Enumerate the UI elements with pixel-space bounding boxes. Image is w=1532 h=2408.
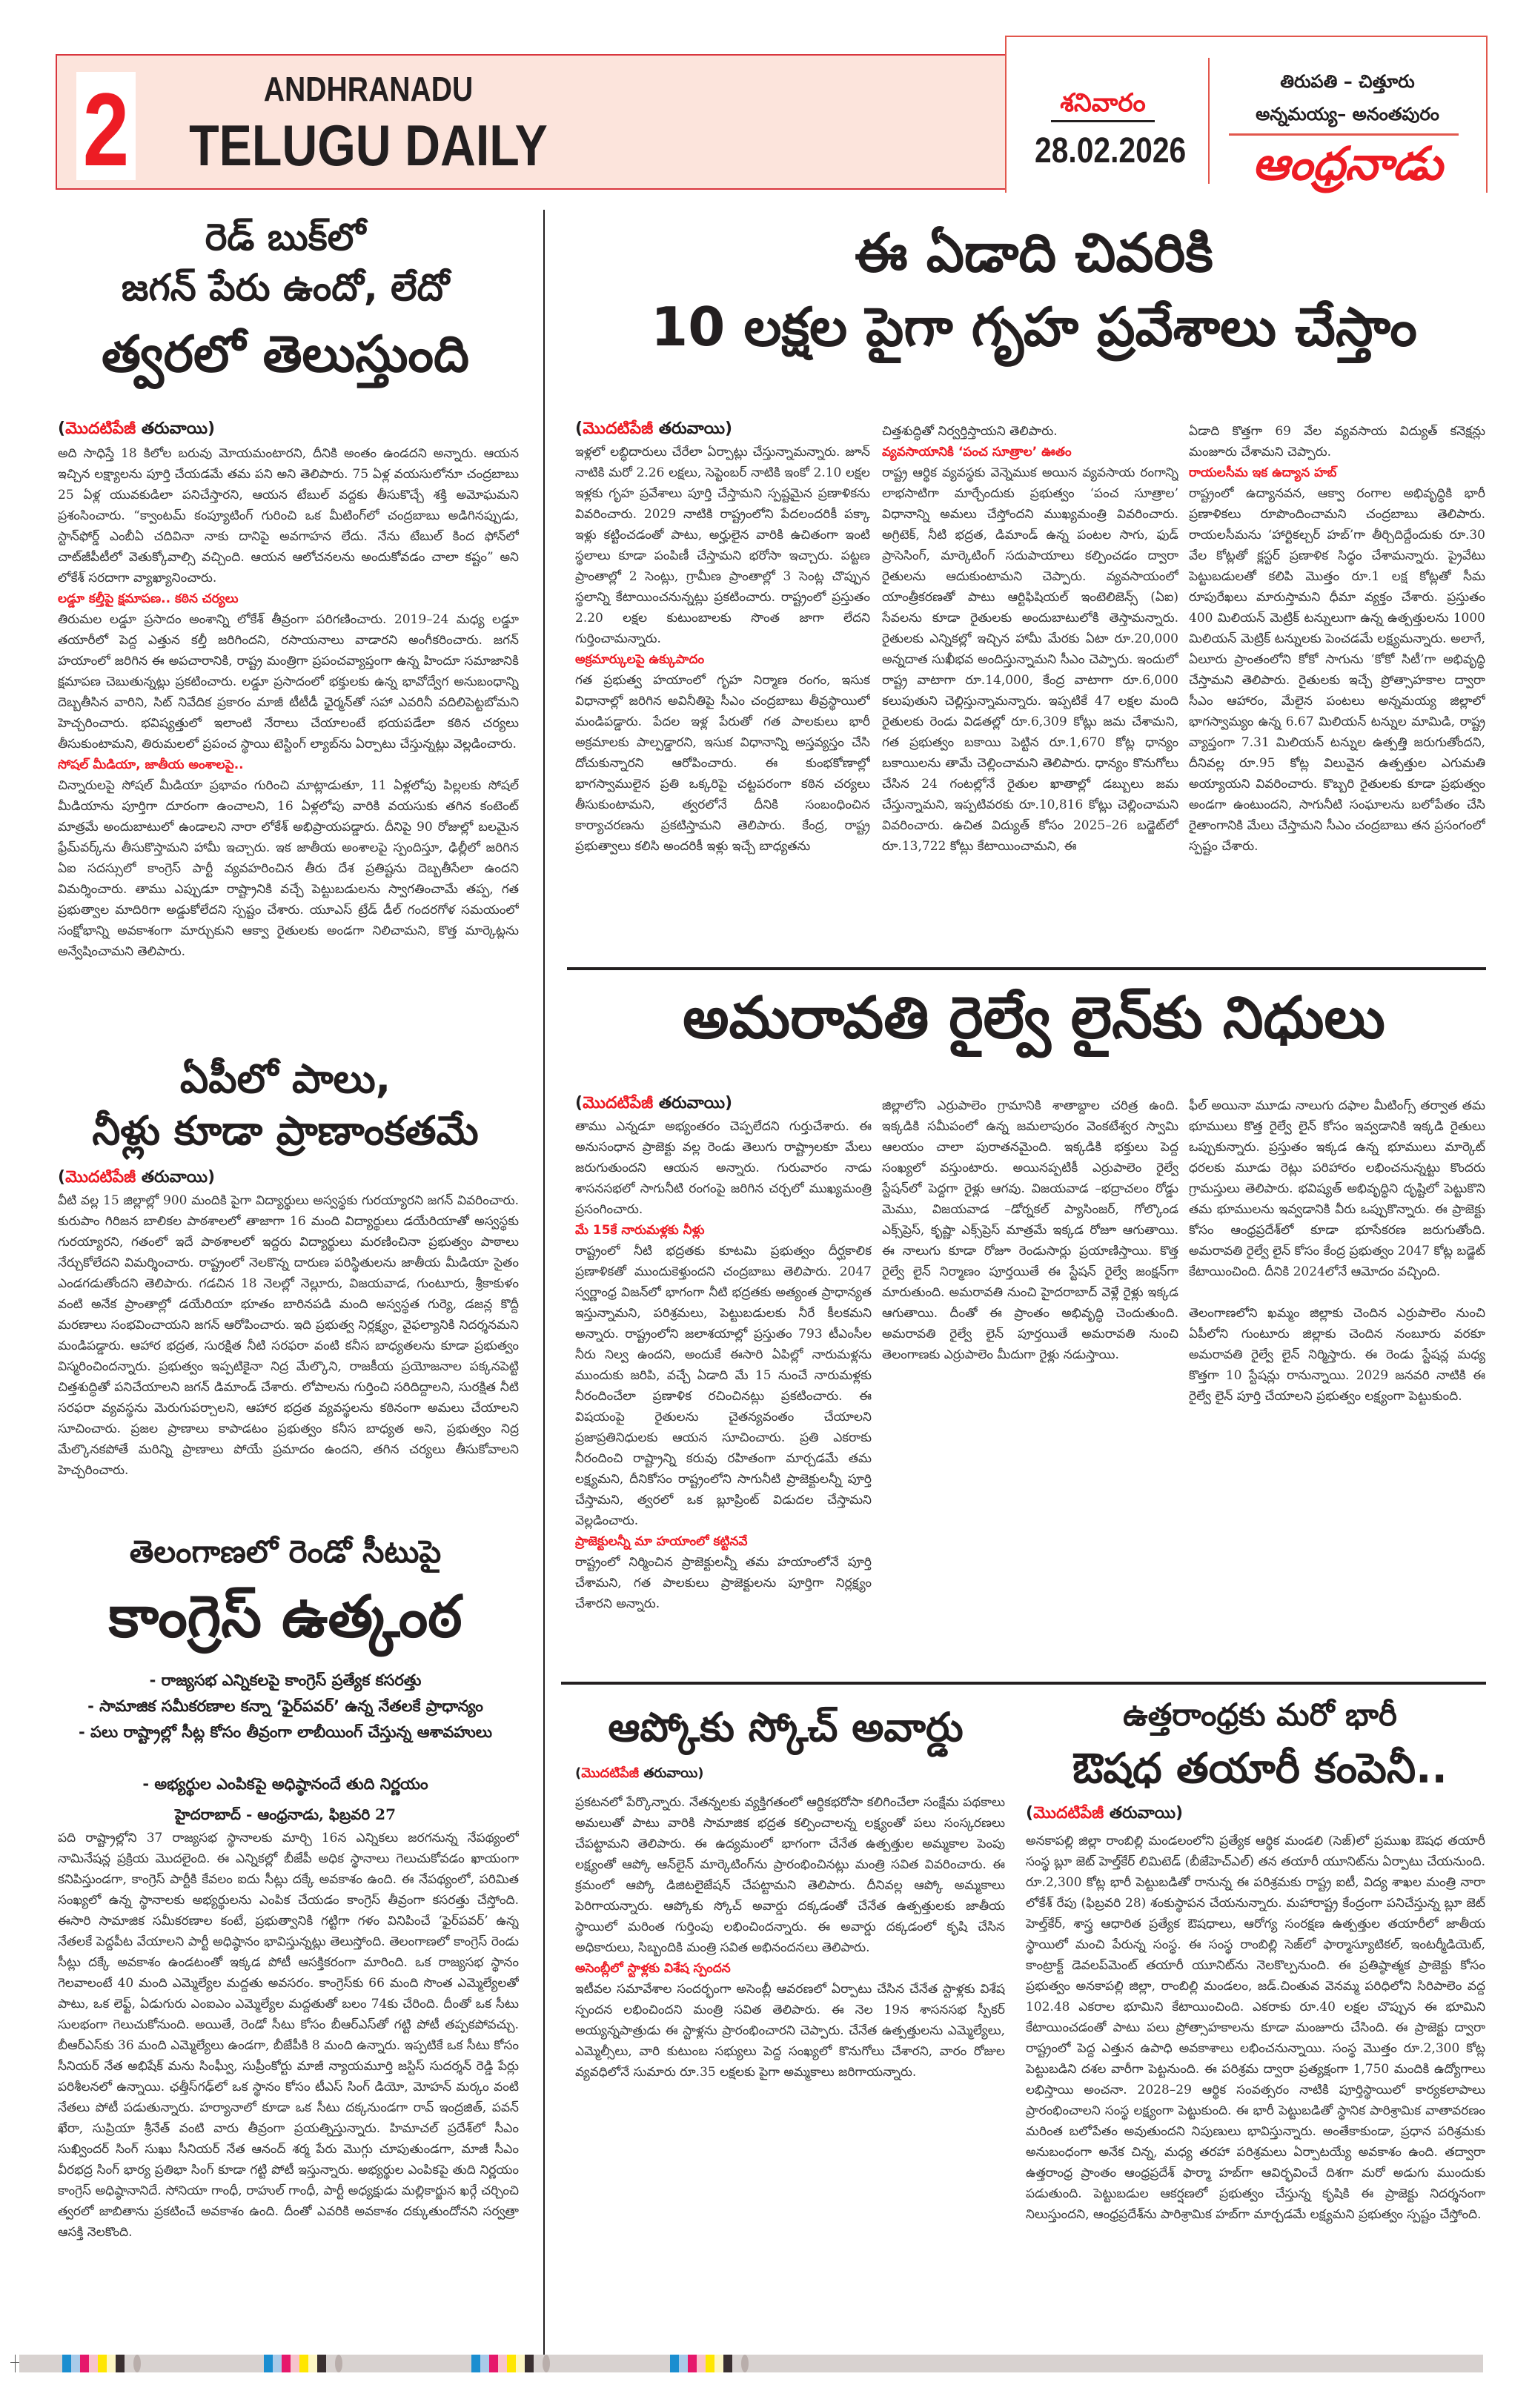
- article-body: అది సాధిస్తే 18 కిలోల బరువు మోయమంటారని, దీనికి అంతం ఉండదని అన్నారు. ఆయన ఇచ్చిన లక్ష్యాలను పూర్తి చేయడమే తమ పని అని తెలిపారు. 75 ఏళ్ల వయసులోనూ చంద్రబాబు 25 ఏళ్ల యువకుడిలా పనిచేస్తారని, ఆయన టేబుల్ వద్దకు తీసుకొచ్చే శక్తి అమోఘమని ప్రశంసించారు. “క్వాంటమ్ కంప్యూటింగ్ గురించి ఒక మీటింగ్‌లో చంద్రబాబు అడిగినప్పుడు, స్టాన్‌ఫోర్డ్ ఎంబీఏ చదివినా నాకు దానిపై అవగాహన లేదు. నేను టేబుల్ కింద ఫోన్‌లో చాట్‌జీపీటీలో వెతుక్కోవాల్సి వచ్చింది. ఆయన ఆలోచనలను అందుకోవడం చాలా కష్టం” అని లోకేశ్ సరదాగా వ్యాఖ్యానించారు. లడ్డూ కల్తీపై క్షమాపణ.. కఠిన చర్యలు తిరుమల లడ్డూ ప్రసాదం అంశాన్ని లోకేశ్ తీవ్రంగా పరిగణించారు. 2019–24 మధ్య లడ్డూ తయారీలో పెద్ద ఎత్తున కల్తీ జరిగిందని, రసాయనాలు వాడారని అంగీకరించారు. జగన్ హయాంలో జరిగిన ఈ అపచారానికి, రాష్ట్ర మంత్రిగా ప్రపంచవ్యాప్తంగా ఉన్న హిందూ సమాజానికి క్షమాపణ చెబుతున్నట్లు ప్రకటించారు. లడ్డూ ప్రసాదంలో భక్తులకు ఉన్న భావోద్వేగ అనుబంధాన్ని దెబ్బతీసిన వారిని, సిట్ నివేదిక ప్రకారం మాజీ టీటీడీ ఛైర్మన్‌తో సహా ఎవరినీ వదిలిపెట్టబోమని హెచ్చరించారు. భవిష్యత్తులో ఇలాంటి నేరాలు చేయాలంటే భయపడేలా కఠిన చర్యలు తీసుకుంటామని, తిరుమలలో ప్రపంచ స్థాయి టెస్టింగ్ ల్యాబ్‌ను ఏర్పాటు చేస్తున్నట్లు వెల్లడించారు. సోషల్ మీడియా, జాతీయ అంశాలపై.. చిన్నారులపై సోషల్ మీడియా ప్రభావం గురించి మాట్లాడుతూ, 11 ఏళ్లలోపు పిల్లలకు సోషల్ మీడియాను పూర్తిగా దూరంగా ఉంచాలని, 16 ఏళ్లలోపు వారికి వయసుకు తగిన కంటెంట్ మాత్రమే అందుబాటులో ఉండాలని నారా లోకేశ్ అభిప్రాయపడ్డారు. దీనిపై 90 రోజుల్లో బలమైన ఫ్రేమ్‌వర్క్‌ను తీసుకొస్తామని హామీ ఇచ్చారు. ఇక జాతీయ అంశాలపై స్పందిస్తూ, ఢిల్లీలో జరిగిన ఏఐ సదస్సులో కాంగ్రెస్ పార్టీ వ్యవహరించిన తీరు దేశ ప్రతిష్టను దెబ్బతీసేలా ఉందని విమర్శించారు. తాము ఎప్పుడూ రాష్ట్రానికి వచ్చే పెట్టుబడులను స్వాగతించామే తప్ప, గత ప్రభుత్వాల మాదిరిగా అడ్డుకోలేదని స్పష్టం చేశారు. యూఎస్ ట్రేడ్ డీల్ గందరగోళ సమయంలో సంక్షోభాన్ని అవకాశంగా మార్చుకుని ఆక్వా రైతులకు అండగా నిలిచామని, కొత్త మార్కెట్లను అన్వేషించామని తెలిపారు.: [58, 446, 519, 959]
- black-swatch: [116, 2355, 125, 2372]
- light-magenta-swatch: [697, 2355, 706, 2372]
- headline-main: 10 లక్షల పైగా గృహ ప్రవేశాలు చేస్తాం: [651, 296, 1417, 358]
- headline-line: ఉత్తరాంధ్రకు మరో భారీ: [1123, 1696, 1397, 1733]
- masthead-date-panel: [1005, 36, 1488, 193]
- light-yellow-swatch: [516, 2355, 525, 2372]
- black-swatch: [317, 2355, 326, 2372]
- article-body-col3: ఏడాది కొత్తగా 69 వేల వ్యవసాయ విద్యుత్ కనెక్షన్లు మంజూరు చేశామని చెప్పారు. రాయలసీమ ఇక ఉద్యాన హబ్ రాష్ట్రంలో ఉద్యానవన, ఆక్వా రంగాల అభివృద్ధికి భారీ ప్రణాళికలు రూపొందించామని చంద్రబాబు తెలిపారు. రాయలసీమను ‘హార్టికల్చర్ హబ్’గా తీర్చిదిద్దేందుకు రూ.30 వేల కోట్లతో క్లస్టర్ ప్రణాళిక సిద్ధం చేశామన్నారు. ప్రైవేటు పెట్టుబడులతో కలిపి మొత్తం రూ.1 లక్ష కోట్లతో సీమ రూపురేఖలు మారుస్తామని ధీమా వ్యక్తం చేశారు. ప్రస్తుతం 400 మిలియన్ మెట్రిక్ టన్నులుగా ఉన్న ఉత్పత్తులను 1000 మిలియన్ మెట్రిక్ టన్నులకు పెంచడమే లక్ష్యమన్నారు. అలాగే, ఏలూరు ప్రాంతంలోని కోకో సాగును ‘కోకో సిటీ’గా అభివృద్ధి చేస్తామని తెలిపారు. రైతులకు ఇచ్చే ప్రోత్సాహకాల ద్వారా సీఎం ఆహారం, మేలైన పంటలు అన్నమయ్య జిల్లాలో భాగస్వామ్యం ఉన్న 6.67 మిలియన్ టన్నుల మామిడి, రాష్ట్ర వ్యాప్తంగా 7.31 మిలియన్ టన్నుల ఉత్పత్తి జరుగుతోందని, దీనివల్ల రూ.95 కోట్ల విలువైన ఉత్పత్తుల ఎగుమతి అయ్యాయని వివరించారు. కొబ్బరి రైతులకు కూడా ప్రభుత్వం అండగా ఉంటుందని, సాగునీటి సంఘాలను బలోపేతం చేసి రైతాంగానికి మేలు చేస్తామని సీఎం చంద్రబాబు తన ప్రసంగంలో స్పష్టం చేశారు.: [1189, 424, 1485, 854]
- divider: [1229, 133, 1459, 136]
- crop-mark: [15, 2355, 16, 2372]
- color-bar-track: [19, 2355, 1483, 2372]
- light-cyan-swatch: [480, 2355, 489, 2372]
- light-magenta-swatch: [498, 2355, 507, 2372]
- magenta-swatch: [80, 2355, 89, 2372]
- subhead: సోషల్ మీడియా, జాతీయ అంశాలపై..: [58, 757, 244, 772]
- article-body-col2: చిత్తశుద్ధితో నిర్వర్తిస్తాయని తెలిపారు. వ్యవసాయానికి ‘పంచ సూత్రాల’ ఊతం రాష్ట్ర ఆర్థిక వ్యవస్థకు వెన్నెముక అయిన వ్యవసాయ రంగాన్ని లాభసాటిగా మార్చేందుకు ప్రభుత్వం ‘పంచ సూత్రాల’ విధానాన్ని అమలు చేస్తోందని ముఖ్యమంత్రి వివరించారు. అగ్రిటెక్, నీటి భద్రత, డిమాండ్ ఉన్న పంటల సాగు, ఫుడ్ ప్రాసెసింగ్, మార్కెటింగ్ సదుపాయాలు కల్పించడం ద్వారా రైతులను ఆదుకుంటామని చెప్పారు. వ్యవసాయంలో యాంత్రీకరణతో పాటు ఆర్టిఫిషియల్ ఇంటెలిజెన్స్ (ఏఐ) సేవలను కూడా రైతులకు అందుబాటులోకి తెస్తామన్నారు. రైతులకు ఎన్నికల్లో ఇచ్చిన హామీ మేరకు ఏటా రూ.20,000 అన్నదాత సుఖీభవ అందిస్తున్నామని సీఎం చెప్పారు. ఇందులో రాష్ట్ర వాటాగా రూ.14,000, కేంద్ర వాటాగా రూ.6,000 కలుపుతుని చెల్లిస్తున్నామన్నారు. ఇప్పటికే 47 లక్షల మంది రైతులకు రెండు విడతల్లో రూ.6,309 కోట్లు జమ చేశామని, గత ప్రభుత్వం బకాయి పెట్టిన రూ.1,670 కోట్ల ధాన్యం బకాయిలను తామే చెల్లించామని తెలిపారు. ధాన్యం కొనుగోలు చేసిన 24 గంటల్లోనే రైతుల ఖాతాల్లో డబ్బులు జమ చేస్తున్నామని, ఇప్పటివరకు రూ.10,816 కోట్లు చెల్లించామని వివరించారు. ఉచిత విద్యుత్ కోసం 2025–26 బడ్జెట్‌లో రూ.13,722 కోట్లు కేటాయించామని, ఈ: [882, 424, 1178, 854]
- cyan-swatch: [62, 2355, 71, 2372]
- edition-region-1: తిరుపతి – చిత్తూరు: [1280, 71, 1415, 92]
- page-number-box: [76, 71, 136, 188]
- subhead: వ్యవసాయానికి ‘పంచ సూత్రాల’ ఊతం: [882, 445, 1072, 460]
- headline-line: ఈ ఏడాది చివరికి: [855, 222, 1213, 284]
- article-body: పది రాష్ట్రాల్లోని 37 రాజ్యసభ స్థానాలకు మార్చి 16న ఎన్నికలు జరగనున్న నేపథ్యంలో నామినేషన్ల ప్రక్రియ మొదలైంది. ఈ ఎన్నికల్లో బీజేపీ అధిక స్థానాలు గెలుచుకోవడం ఖాయంగా కనిపిస్తుండగా, కాంగ్రెస్ పార్టీకి కేవలం ఐదు సీట్లు దక్కే అవకాశం ఉంది. ఈ నేపథ్యంలో, పరిమిత సంఖ్యలో ఉన్న స్థానాలకు అభ్యర్థులను ఎంపిక చేయడం కాంగ్రెస్ తీవ్రంగా కసరత్తు చేస్తోంది. ఈసారి సామాజిక సమీకరణాల కంటే, ప్రభుత్వానికి గట్టిగా గళం వినిపించే ‘ఫైర్‌పవర్’ ఉన్న నేతలకే పెద్దపీట వేయాలని పార్టీ అధిష్ఠానం భావిస్తున్నట్లు తెలుస్తోంది. తెలంగాణలో కాంగ్రెస్ రెండు సీట్లు దక్కే అవకాశం ఉండటంతో ఇక్కడ పోటీ ఆసక్తికరంగా మారింది. ఒక రాజ్యసభ స్థానం గెలవాలంటే 40 మంది ఎమ్మెల్యేల మద్దతు అవసరం. కాంగ్రెస్‌కు 66 మంది సొంత ఎమ్మెల్యేలతో పాటు, ఒక లెఫ్ట్, ఏడుగురు ఎంఐఎం ఎమ్మెల్యేల మద్దతుతో బలం 74కు చేరింది. దీంతో ఒక సీటు సులభంగా గెలుచుకోనుంది. అయితే, రెండో సీటు కోసం బీఆర్ఎస్‌తో గట్టి పోటీ తప్పకపోవచ్చు. బీఆర్ఎస్‌కు 36 మంది ఎమ్మెల్యేలు ఉండగా, బీజేపీకి 8 మంది ఉన్నారు. ఇప్పటికే ఒక సీటు కోసం సీనియర్ నేత అభిషేక్ మను సింఘ్వీ, సుప్రీంకోర్టు మాజీ న్యాయమూర్తి జస్టిస్ సుదర్శన్ రెడ్డి పేర్లు పరిశీలనలో ఉన్నాయి. ఛత్తీస్‌గఢ్‌లో ఒక స్థానం కోసం టీఎస్ సింగ్ డియో, మోహన్ మర్కం వంటి నేతలు పోటీ పడుతున్నారు. హర్యానాలో కూడా ఒక సీటు దక్కనుండగా రావ్ ఇంద్రజిత్, పవన్ ఖేరా, సుప్రియా శ్రీనేత్ వంటి వారు తీవ్రంగా ప్రయత్నిస్తున్నారు. హిమాచల్ ప్రదేశ్‌లో సీఎం సుఖ్విందర్ సింగ్ సుఖు సీనియర్ నేత ఆనంద్ శర్మ పేరు మొగ్గు చూపుతుండగా, మాజీ సీఎం వీరభద్ర సింగ్ భార్య ప్రతిభా సింగ్ కూడా గట్టి పోటీ ఇస్తున్నారు. అభ్యర్థుల ఎంపికపై తుది నిర్ణయం కాంగ్రెస్ అధిష్ఠానానిదే. సోనియా గాంధీ, రాహుల్ గాంధీ, పార్టీ అధ్యక్షుడు మల్లికార్జున ఖర్గే చర్చించి త్వరలో జాబితాను ప్రకటించే అవకాశం ఉంది. దీంతో ఎవరికి అవకాశం దక్కుతుందోనని సర్వత్రా ఆసక్తి నెలకొంది.: [58, 1831, 519, 2240]
- black-swatch: [723, 2355, 732, 2372]
- light-cyan-swatch: [273, 2355, 282, 2372]
- registration-mark: [335, 2355, 342, 2372]
- paper-tagline: TELUGU DAILY: [189, 113, 548, 178]
- weekday: శనివారం: [1060, 88, 1146, 118]
- paper-logo: ఆంధ్రనాడు: [1252, 136, 1443, 190]
- subhead: లడ్డూ కల్తీపై క్షమాపణ.. కఠిన చర్యలు: [58, 591, 239, 606]
- light-magenta-swatch: [291, 2355, 299, 2372]
- continued-label: (మొదటిపేజీ తరువాయి): [575, 419, 733, 438]
- article-body: అనకాపల్లి జిల్లా రాంబిల్లి మండలంలోని ప్రత్యేక ఆర్థిక మండలి (సెజ్)లో ప్రముఖ ఔషధ తయారీ సంస్థ బ్లూ జెట్ హెల్త్‌కేర్ లిమిటెడ్ (బీజేహెచ్‌ఎల్) తన తయారీ యూనిట్‌ను ఏర్పాటు చేయనుంది. రూ.2,300 కోట్ల భారీ పెట్టుబడితో రానున్న ఈ పరిశ్రమకు రాష్ట్ర ఐటీ, విద్య శాఖల మంత్రి నారా లోకేశ్ రేపు (ఫిబ్రవరి 28) శంకుస్థాపన చేయనున్నారు. మహారాష్ట్ర కేంద్రంగా పనిచేస్తున్న బ్లూ జెట్ హెల్త్‌కేర్, శాస్త్ర ఆధారిత ప్రత్యేక ఔషధాలు, ఆరోగ్య సంరక్షణ ఉత్పత్తుల తయారీలో జాతీయ స్థాయిలో మంచి పేరున్న సంస్థ. ఈ సంస్థ రాంబిల్లి సెజ్‌లో ఫార్మాస్యూటికల్, ఇంటర్మీడియెట్, కాంట్రాక్ట్ డెవలప్‌మెంట్ తయారీ యూనిట్‌ను నెలకొల్పనుంది. ఈ ప్రతిష్ఠాత్మక ప్రాజెక్టు కోసం ప్రభుత్వం అనకాపల్లి జిల్లా, రాంబిల్లి మండలం, జడ్.చింతువ వెనమ్మ పరిధిలోని సిరిపాలెం వద్ద 102.48 ఎకరాల భూమిని కేటాయించింది. ఎకరాకు రూ.40 లక్షల చొప్పున ఈ భూమిని కేటాయించడంతో పాటు పలు ప్రోత్సాహకాలను కూడా మంజూరు చేసింది. ఈ ప్రాజెక్టు ద్వారా రాష్ట్రంలో పెద్ద ఎత్తున ఉపాధి అవకాశాలు లభించనున్నాయి. సంస్థ మొత్తం రూ.2,300 కోట్ల పెట్టుబడిని దశల వారీగా పెట్టనుంది. ఈ పరిశ్రమ ద్వారా ప్రత్యక్షంగా 1,750 మందికి ఉద్యోగాలు లభిస్తాయి అంచనా. 2028–29 ఆర్థిక సంవత్సరం నాటికి పూర్తిస్థాయిలో కార్యకలాపాలు ప్రారంభించాలని సంస్థ లక్ష్యంగా పెట్టుకుంది. ఈ భారీ పెట్టుబడితో స్థానిక పారిశ్రామిక వాతావరణం మరింత బలోపేతం అవుతుందని నిపుణులు భావిస్తున్నారు. అంతేకాకుండా, ప్రధాన పరిశ్రమకు అనుబంధంగా అనేక చిన్న, మధ్య తరహా పరిశ్రమలు ఏర్పాటయ్యే అవకాశం ఉంది. తద్వారా ఉత్తరాంధ్ర ప్రాంతం ఆంధ్రప్రదేశ్ ఫార్మా హబ్‌గా ఆవిర్భవించే దిశగా మరో అడుగు ముందుకు పడుతుంది. పెట్టుబడుల ఆకర్షణలో ప్రభుత్వం చేస్తున్న కృషికి ఈ ప్రాజెక్టు నిదర్శనంగా నిలుస్తుందని, ఆంధ్రప్రదేశ్‌ను పారిశ్రామిక హబ్‌గా మార్చడమే లక్ష్యమని ప్రభుత్వం స్పష్టం చేస్తోంది.: [1026, 1834, 1485, 2222]
- subhead: రాయలసీమ ఇక ఉద్యాన హబ్: [1189, 465, 1337, 480]
- article-body-col1: ఇళ్లలో లబ్ధిదారులు చేరేలా ఏర్పాట్లు చేస్తున్నామన్నారు. జూన్ నాటికి మరో 2.26 లక్షలు, సెప్టెంబర్ నాటికి ఇంకో 2.10 లక్షల ఇళ్లకు గృహ ప్రవేశాలు పూర్తి చేస్తామని స్పష్టమైన ప్రణాళికను వివరించారు. 2029 నాటికి రాష్ట్రంలోని పేదలందరికీ పక్కా ఇళ్లు కట్టించడంతో పాటు, అర్హులైన వారికి ఉచితంగా ఇంటి స్థలాలు కూడా పంపిణీ చేస్తామని భరోసా ఇచ్చారు. పట్టణ ప్రాంతాల్లో 2 సెంట్లు, గ్రామీణ ప్రాంతాల్లో 3 సెంట్ల చొప్పున స్థలాన్ని కేటాయించనున్నట్లు ప్రకటించారు. రాష్ట్రంలో ప్రస్తుతం 2.20 లక్షల కుటుంబాలకు సొంత జాగా లేదని గుర్తించామన్నారు. అక్రమార్కులపై ఉక్కుపాదం గత ప్రభుత్వ హయాంలో గృహ నిర్మాణ రంగం, ఇసుక విధానాల్లో జరిగిన అవినీతిపై సీఎం చంద్రబాబు తీవ్రస్థాయిలో మండిపడ్డారు. పేదల ఇళ్ల పేరుతో గత పాలకులు భారీ అక్రమాలకు పాల్పడ్డారని, ఇసుక విధానాన్ని అస్తవ్యస్తం చేసి దోచుకున్నారని ఆరోపించారు. ఈ కుంభకోణాల్లో భాగస్వాములైన ప్రతి ఒక్కరిపై చట్టపరంగా కఠిన చర్యలు తీసుకుంటామని, త్వరలోనే దీనికి సంబంధించిన కార్యాచరణను ప్రకటిస్తామని తెలిపారు. కేంద్ర, రాష్ట్ర ప్రభుత్వాలు కలిసి అందరికీ ఇళ్లు ఇచ్చే బాధ్యతను: [575, 445, 870, 854]
- page-number: 2: [82, 71, 130, 188]
- summary-bullet: - పలు రాష్ట్రాల్లో సీట్ల కోసం తీవ్రంగా లాబీయింగ్ చేస్తున్న ఆశావహులు: [79, 1723, 492, 1741]
- yellow-swatch: [507, 2355, 516, 2372]
- magenta-swatch: [489, 2355, 498, 2372]
- light-yellow-swatch: [714, 2355, 723, 2372]
- magenta-swatch: [688, 2355, 697, 2372]
- light-yellow-swatch: [308, 2355, 317, 2372]
- subhead: మే 15కే నారుమళ్లకు నీళ్లు: [575, 1223, 705, 1238]
- headline-line: రెడ్ బుక్‌లో: [205, 216, 366, 259]
- light-cyan-swatch: [71, 2355, 80, 2372]
- cyan-swatch: [264, 2355, 273, 2372]
- subhead: ప్రాజెక్టులన్నీ మా హయాంలో కట్టినవే: [575, 1534, 748, 1549]
- yellow-swatch: [299, 2355, 308, 2372]
- headline-line: ఏపీలో పాలు,: [179, 1055, 391, 1102]
- article-body-col2: జిల్లాలోని ఎర్రుపాలెం గ్రామానికి శాతాబ్దాల చరిత్ర ఉంది. ఇక్కడికి సమీపంలో ఉన్న జమలాపురం వెంకటేశ్వర స్వామి ఆలయం చాలా పురాతనమైంది. ఇక్కడికి భక్తులు పెద్ద సంఖ్యలో వస్తుంటారు. అయినప్పటికీ ఎర్రుపాలెం రైల్వే స్టేషన్‌లో పెద్దగా రైళ్లు ఆగవు. విజయవాడ –భద్రాచలం రోడ్డు మెము, విజయవాడ –డోర్నకల్ ప్యాసింజర్, గోల్కొండ ఎక్స్‌ప్రెస్, కృష్ణా ఎక్స్‌ప్రెస్ మాత్రమే ఇక్కడ రోజూ ఆగుతాయి. ఈ నాలుగు కూడా రోజూ రెండుసార్లు ప్రయాణిస్తాయి. కొత్త రైల్వే లైన్ నిర్మాణం పూర్తయితే ఈ స్టేషన్ రైల్వే జంక్షన్‌గా మారుతుంది. అమరావతి నుంచి హైదరాబాద్ వెళ్లే రైళ్లు ఇక్కడ ఆగుతాయి. దీంతో ఈ ప్రాంతం అభివృద్ధి చెందుతుంది. అమరావతి రైల్వే లైన్ పూర్తయితే అమరావతి నుంచి తెలంగాణకు ఎర్రుపాలెం మీదుగా రైళ్లు నడుస్తాయి.: [882, 1098, 1178, 1362]
- article-body-col1: తాము ఎన్నడూ అభ్యంతరం చెప్పలేదని గుర్తుచేశారు. ఈ అనుసంధాన ప్రాజెక్టు వల్ల రెండు తెలుగు రాష్ట్రాలకూ మేలు జరుగుతుందని ఆయన అన్నారు. గురువారం నాడు శాసనసభలో సాగునీటి రంగంపై జరిగిన చర్చలో ముఖ్యమంత్రి ప్రసంగించారు. మే 15కే నారుమళ్లకు నీళ్లు రాష్ట్రంలో నీటి భద్రతకు కూటమి ప్రభుత్వం దీర్ఘకాలిక ప్రణాళికతో ముందుకెళ్తుందని చంద్రబాబు తెలిపారు. 2047 స్వర్ణాంధ్ర విజన్‌లో భాగంగా నీటి భద్రతకు అత్యంత ప్రాధాన్యత ఇస్తున్నామని, పరిశ్రమలు, పెట్టుబడులకు నీరే కీలకమని అన్నారు. రాష్ట్రంలోని జలాశయాల్లో ప్రస్తుతం 793 టీఎంసీల నీరు నిల్వ ఉందని, అందుకే ఈసారి ఏపిల్లో నారుమళ్లను ముందుకు జరిపి, వచ్చే ఏడాది మే 15 నుంచే నారుమళ్లకు నీరందించేలా ప్రణాళిక రచించినట్లు ప్రకటించారు. ఈ విషయంపై రైతులను చైతన్యవంతం చేయాలని ప్రజాప్రతినిధులకు ఆయన సూచించారు. ప్రతి ఎకరాకు నీరందించి రాష్ట్రాన్ని కరువు రహితంగా మార్చడమే తమ లక్ష్యమని, దీనికోసం రాష్ట్రంలోని సాగునీటి ప్రాజెక్టులన్నీ పూర్తి చేస్తామని, త్వరలో ఒక బ్లూప్రింట్ విడుదల చేస్తామని వెల్లడించారు. ప్రాజెక్టులన్నీ మా హయాంలో కట్టినవే రాష్ట్రంలో నిర్మించిన ప్రాజెక్టులన్నీ తమ హయాంలోనే పూర్తి చేశామని, గత పాలకులు ప్రాజెక్టులను పూర్తిగా నిర్లక్ష్యం చేశారని అన్నారు.: [575, 1119, 872, 1611]
- headline-main: ఆప్కోకు స్కోచ్ అవార్డు: [608, 1704, 964, 1751]
- subhead: అసెంబ్లీలో స్టాళ్లకు విశేష స్పందన: [575, 1961, 731, 1976]
- headline-line: జగన్ పేరు ఉందో, లేదో: [121, 266, 450, 309]
- summary-bullet: - రాజ్యసభ ఎన్నికలపై కాంగ్రెస్ ప్రత్యేక కసరత్తు: [149, 1671, 422, 1689]
- yellow-swatch: [706, 2355, 714, 2372]
- headline-line: తెలంగాణలో రెండో సీటుపై: [129, 1533, 442, 1570]
- headline-main: కాంగ్రెస్ ఉత్కంఠ: [108, 1584, 462, 1651]
- article-body: ప్రకటనలో పేర్కొన్నారు. నేతన్నలకు వ్యక్తిగతంలో ఆర్థికభరోసా కలిగించేలా సంక్షేమ పథకాలు అమలుతో పాటు వారికి సామాజిక భద్రత కల్పించాలన్న లక్ష్యంతో పలు సంస్కరణలు చేపట్టామని తెలిపారు. ఈ ఉద్యమంలో భాగంగా చేనేత ఉత్పత్తుల అమ్మకాల పెంపు లక్ష్యంతో ఆప్కో ఆన్‌లైన్ మార్కెటింగ్‌ను ప్రారంభించినట్లు మంత్రి సవిత వివరించారు. ఈ క్రమంలో ఆప్కో డిజిటలైజేషన్ చేపట్టామని తెలిపారు. దీనివల్ల ఆప్కో అమ్మకాలు పెరిగాయన్నారు. ఆప్కోకు స్కోచ్ అవార్డు దక్కడంతో చేనేత ఉత్పత్తులకు జాతీయ స్థాయిలో మరింత గుర్తింపు లభించిందన్నారు. ఈ అవార్డు దక్కడంలో కృషి చేసిన అధికారులు, సిబ్బందికి మంత్రి సవిత అభినందనలు తెలిపారు. అసెంబ్లీలో స్టాళ్లకు విశేష స్పందన ఇటీవల సమావేశాల సందర్భంగా అసెంబ్లీ ఆవరణలో ఏర్పాటు చేసిన చేనేత స్టాళ్లకు విశేష స్పందన లభించిందని మంత్రి సవిత తెలిపారు. ఈ నెల 19న శాసనసభ స్పీకర్ అయ్యన్నపాత్రుడు ఈ స్టాళ్లను ప్రారంభించారని చెప్పారు. చేనేత ఉత్పత్తులను ఎమ్మెల్యేలు, ఎమ్మెల్సీలు, వారి కుటుంబ సభ్యులు పెద్ద సంఖ్యలో కొనుగోలు చేశారని, వారం రోజుల వ్యవధిలోనే సుమారు రూ.35 లక్షలకు పైగా అమ్మకాలు జరిగాయన్నారు.: [575, 1795, 1005, 2080]
- summary-bullet: - అభ్యర్థుల ఎంపికపై అధిష్ఠానందే తుది నిర్ణయం: [142, 1775, 428, 1793]
- masthead-banner: [56, 54, 1023, 190]
- headline-main: త్వరలో తెలుస్తుంది: [101, 325, 470, 384]
- continued-label: (మొదటిపేజీ తరువాయి): [575, 1094, 733, 1112]
- dateline: హైదరాబాద్ - ఆంధ్రనాడు, ఫిబ్రవరి 27: [174, 1805, 397, 1823]
- article-body-col3: ఫీల్ అయినా మూడు నాలుగు దఫాల మీటింగ్స్ తర్వాత తమ భూములు కొత్త రైల్వే లైన్ కోసం ఇవ్వడానికి ఇక్కడి రైతులు ఒప్పుకున్నారు. ప్రస్తుతం ఇక్కడ ఉన్న భూములు మార్కెట్ ధరలకు మూడు రెట్లు పరిహారం లభించనున్నట్టు కొందరు గ్రామస్తులు తెలిపారు. భవిష్యత్ అభివృద్ధిని దృష్టిలో పెట్టుకొని తమ భూములను ఇవ్వడానికి వీరు ఒప్పుకొన్నారు. ఈ ప్రాజెక్టు కోసం ఆంధ్రప్రదేశ్‌లో కూడా భూసేకరణ జరుగుతోంది. అమరావతి రైల్వే లైన్ కోసం కేంద్ర ప్రభుత్వం 2047 కోట్ల బడ్జెట్ కేటాయించింది. దీనికి 2024లోనే ఆమోదం వచ్చింది. తెలంగాణలోని ఖమ్మం జిల్లాకు చెందిన ఎర్రుపాలెం నుంచి ఏపీలోని గుంటూరు జిల్లాకు చెందిన నంబూరు వరకూ అమరావతి రైల్వే లైన్ నిర్మిస్తారు. ఈ రెండు స్టేషన్ల మధ్య కొత్తగా 10 స్టేషన్లు రానున్నాయి. 2029 జనవరి నాటికి ఈ రైల్వే లైన్ పూర్తి చేయాలని ప్రభుత్వం లక్ష్యంగా పెట్టుకుంది.: [1189, 1098, 1485, 1404]
- registration-mark: [741, 2355, 749, 2372]
- section-divider: [567, 967, 1486, 970]
- continued-label: (మొదటిపేజీ తరువాయి): [1026, 1804, 1184, 1822]
- crop-mark: [10, 2362, 19, 2363]
- article-body: వీటి వల్ల 15 జిల్లాల్లో 900 మందికి పైగా విద్యార్థులు అస్వస్థకు గురయ్యారని జగన్ వివరించారు. కురుపాం గిరిజన బాలికల పాఠశాలలో తాజాగా 16 మంది విద్యార్థులు డయేరియాతో అస్వస్థకు గురయ్యారని, గతంలో ఇదే పాఠశాలలో ఇద్దరు విద్యార్థులు మరణించినా ప్రభుత్వం పాఠాలు నేర్చుకోలేదని విమర్శించారు. రాష్ట్రంలో నెలకొన్న దారుణ పరిస్థితులను జాతీయ మీడియా సైతం ఎండగడుతోందని తెలిపారు. గడచిన 18 నెలల్లో నెల్లూరు, విజయవాడ, గుంటూరు, శ్రీకాకుళం వంటి అనేక ప్రాంతాల్లో డయేరియా భూతం బారినపడి మంది అస్వస్థత గుర్యె, డజన్ల కొద్దీ మరణాలు సంభవించాయని జగన్ ఆరోపించారు. ఇది ప్రభుత్వ నిర్లక్ష్యం, వైఫల్యానికి నిదర్శనమని మండిపడ్డారు. ఆహార భద్రత, సురక్షిత నీటి సరఫరా వంటి కనీస బాధ్యతలను కూడా ప్రభుత్వం విస్మరించిందన్నారు. ప్రభుత్వం ఇప్పటికైనా నిద్ర మేల్కొని, రాజకీయ ప్రయోజనాల పక్కనపెట్టి చిత్తశుద్ధితో పనిచేయాలని జగన్ డిమాండ్ చేశారు. లోపాలను గుర్తించి సరిదిద్దాలని, సురక్షిత నీటి సరఫరా వ్యవస్థను మెరుగుపర్చాలని, ఆహార భద్రత వ్యవస్థలను కఠినంగా అమలు చేయాలని సూచించారు. ప్రజల ప్రాణాలు కాపాడటం ప్రభుత్వం కనీస బాధ్యత అని, ప్రభుత్వం నిద్ర మేల్కొనకపోతే మరిన్ని ప్రాణాలు పోయే ప్రమాదం ఉందని, తగిన చర్యలు తీసుకోవాలని హెచ్చరించారు.: [58, 1193, 519, 1478]
- paper-name-english: ANDHRANADU: [263, 70, 474, 108]
- cyan-swatch: [471, 2355, 480, 2372]
- light-cyan-swatch: [679, 2355, 688, 2372]
- cyan-swatch: [670, 2355, 679, 2372]
- magenta-swatch: [282, 2355, 291, 2372]
- black-swatch: [525, 2355, 534, 2372]
- subhead: అక్రమార్కులపై ఉక్కుపాదం: [575, 652, 705, 667]
- section-divider: [561, 1682, 1486, 1685]
- headline-line: నీళ్లు కూడా ప్రాణాంకతమే: [92, 1107, 479, 1154]
- issue-date: 28.02.2026: [1035, 131, 1187, 170]
- summary-bullet: - సామాజిక సమీకరణాల కన్నా ‘ఫైర్‌పవర్’ ఉన్న నేతలకే ప్రాధాన్యం: [87, 1697, 483, 1715]
- light-magenta-swatch: [89, 2355, 98, 2372]
- continued-label: (మొదటిపేజీ తరువాయి): [58, 419, 216, 438]
- registration-mark: [543, 2355, 550, 2372]
- continued-label: (మొదటిపేజీ తరువాయి): [575, 1765, 704, 1781]
- headline-main: ఔషధ తయారీ కంపెనీ..: [1072, 1745, 1448, 1793]
- headline-main: అమరావతి రైల్వే లైన్‌కు నిధులు: [683, 985, 1385, 1052]
- divider: [1051, 120, 1155, 122]
- column-divider: [543, 210, 545, 2359]
- yellow-swatch: [98, 2355, 107, 2372]
- edition-region-2: అన్నమయ్య– అనంతపురం: [1256, 104, 1439, 125]
- light-yellow-swatch: [107, 2355, 116, 2372]
- continued-label: (మొదటిపేజీ తరువాయి): [58, 1168, 216, 1187]
- registration-mark: [133, 2355, 141, 2372]
- divider: [1208, 58, 1210, 184]
